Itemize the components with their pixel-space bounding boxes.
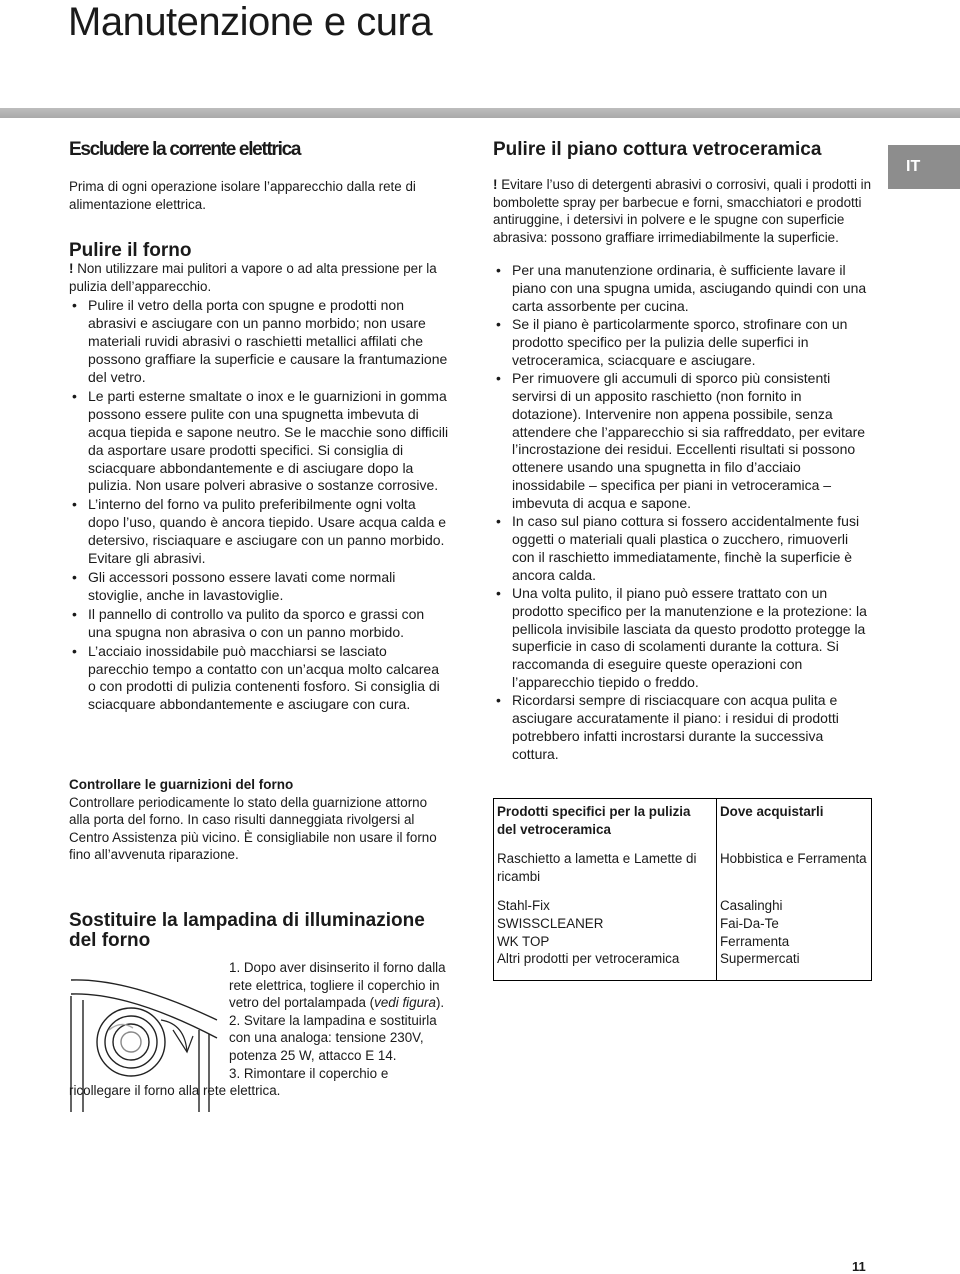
- right-column: [493, 138, 873, 764]
- lamp-step-2: 2. Svitare la lampadina e sostituirla con una analoga: tensione 230V, potenza 25 W, attacco E 14.: [229, 1012, 437, 1063]
- product-name: Altri prodotti per vetroceramica: [497, 951, 680, 967]
- gasket-text: Controllare periodicamente lo stato della guarnizione attorno alla porta del forno. In caso risulti danneggiata rivolgersi al Centro Assistenza più vicino. È consigliabile non usare il forno fino all’avvenuta riparazione.: [69, 794, 437, 863]
- lamp-step-1-text: 1. Dopo aver disinserito il forno dalla rete elettrica, togliere il coperchio in vetro del portalampada (: [229, 960, 446, 1011]
- list-item: • Pulire il vetro della porta con spugne e prodotti non abrasivi e asciugare con un panno morbido; non usare materiali ruvidi abrasivi o raschietti metallici affilati che possono graffiare la superficie e causare la frantumazione del vetro.: [69, 297, 449, 387]
- see-figure: vedi figura: [374, 995, 436, 1011]
- table-row: [494, 846, 872, 893]
- lamp-step-1: [229, 959, 449, 1012]
- table-row: [494, 799, 872, 847]
- list-item: • Il pannello di controllo va pulito da sporco e grassi con una spugna non abrasiva o con un panno morbido.: [69, 606, 449, 642]
- shop-name: Casalinghi: [720, 898, 783, 914]
- page-title: Manutenzione e cura: [68, 0, 433, 44]
- warning-mark: !: [493, 177, 498, 192]
- table-header-products: Prodotti specifici per la pulizia del vetroceramica: [494, 799, 717, 847]
- oven-warning: [69, 260, 449, 295]
- hob-heading: Pulire il piano cottura vetroceramica: [493, 139, 822, 160]
- oven-list: [69, 297, 449, 714]
- shop-name: Fai-Da-Te: [720, 915, 779, 931]
- gasket-section: [69, 776, 449, 864]
- shop-name: Ferramenta: [720, 933, 790, 949]
- list-item: • Gli accessori possono essere lavati come normali stoviglie, anche in lavastoviglie.: [69, 569, 449, 605]
- lamp-step-3: 3. Rimontare il coperchio e: [229, 1065, 389, 1081]
- product-name: WK TOP: [497, 933, 550, 949]
- list-item: • Se il piano è particolarmente sporco, strofinare con un prodotto specifico per la pulizia delle superfici in vetroceramica, sciacquare e asciugare.: [493, 316, 873, 370]
- language-tab: IT: [888, 145, 960, 189]
- list-item: • L’interno del forno va pulito preferibilmente ogni volta dopo l’uso, quando è ancora tiepido. Usare acqua calda e detersivo, risciaquare e asciugare con un panno morbido. Evitare gli abrasivi.: [69, 496, 449, 568]
- lamp-steps: [229, 959, 449, 1082]
- lamp-heading: Sostituire la lampadina di illuminazione del forno: [69, 910, 425, 951]
- shop-name: Supermercati: [720, 951, 800, 967]
- gasket-heading: Controllare le guarnizioni del forno: [69, 777, 294, 792]
- hob-warning: [493, 176, 873, 246]
- hob-list: [493, 262, 873, 763]
- list-item: • Una volta pulito, il piano può essere trattato con un prodotto specifico per la manutenzione e la protezione: la pellicola invisibile lasciata da questo prodotto protegge la superficie in caso di scolamenti durante la cottura. Si raccomanda di eseguire queste operazioni con l’apparecchio tiepido o freddo.: [493, 585, 873, 692]
- left-column: [69, 138, 449, 714]
- warning-mark: !: [69, 261, 74, 277]
- hob-warning-text: Evitare l’uso di detergenti abrasivi o corrosivi, quali i prodotti in bombolette spray per barbecue e forni, smacchiatori e prodotti antiruggine, i detersivi in polvere e le spugne con superficie abrasiva: possono graffiare irrimediabilmente la superficie.: [493, 177, 872, 245]
- lamp-figure-illustration: [69, 960, 219, 1112]
- table-cell: [717, 893, 872, 980]
- oven-warning-text: Non utilizzare mai pulitori a vapore o ad alta pressione per la pulizia dell’apparecchio.: [69, 261, 437, 294]
- power-heading: Escludere la corrente elettrica: [69, 139, 301, 160]
- power-text: Prima di ogni operazione isolare l’apparecchio dalla rete di alimentazione elettrica.: [69, 179, 416, 212]
- list-item: • L’acciaio inossidabile può macchiarsi se lasciato parecchio tempo a contatto con un’acqua molto calcarea o con prodotti di pulizia contenenti fosforo. Si consiglia di sciacquare abbondantemente e asciugare con cura.: [69, 643, 449, 715]
- table-row: [494, 893, 872, 980]
- product-name: Stahl-Fix: [497, 898, 550, 914]
- products-table: [493, 798, 872, 981]
- lamp-step-1-end: ).: [435, 995, 445, 1011]
- list-item: • Per rimuovere gli accumuli di sporco più consistenti servirsi di un apposito raschietto (non fornito in dotazione). Intervenire non appena possibile, senza attendere che l’apparecchio si sia raffreddato, per evitare l’incrostazione dei residui. Eccellenti risultati si possono ottenere usando una spugnetta in filo d’acciaio inossidabile – specifica per piani in vetroceramica – imbevuta di acqua e sapone.: [493, 370, 873, 513]
- lamp-step-3-cont: ricollegare il forno alla rete elettrica.: [69, 1083, 281, 1099]
- table-cell: [494, 893, 717, 980]
- list-item: • In caso sul piano cottura si fossero accidentalmente fusi oggetti o materiali quali plastica o zucchero, rimuoverli con il raschietto immediatamente, finchè la superficie è ancora calda.: [493, 513, 873, 585]
- table-cell: Hobbistica e Ferramenta: [717, 846, 872, 893]
- list-item: • Per una manutenzione ordinaria, è sufficiente lavare il piano con una spugna umida, asciugando quindi con una carta assorbente per cucina.: [493, 262, 873, 316]
- list-item: • Le parti esterne smaltate o inox e le guarnizioni in gomma possono essere pulite con una spugnetta imbevuta di acqua tiepida e sapone neutro. Se le macchie sono difficili da asportare usare prodotti specifici. Si consiglia di sciacquare abbondantemente e di asciugare dopo la pulizia. Non usare polveri abrasive o sostanze corrosive.: [69, 388, 449, 495]
- page-number: 11: [852, 1259, 866, 1274]
- table-header-where: Dove acquistarli: [717, 799, 872, 847]
- table-cell: Raschietto a lametta e Lamette di ricambi: [494, 846, 717, 893]
- oven-heading: Pulire il forno: [69, 240, 192, 262]
- product-name: SWISSCLEANER: [497, 915, 604, 931]
- list-item: • Ricordarsi sempre di risciacquare con acqua pulita e asciugare accuratamente il piano: i residui di prodotti potrebbero infatti incrostarsi durante la successiva cottura.: [493, 692, 873, 764]
- header-bar: [0, 108, 960, 118]
